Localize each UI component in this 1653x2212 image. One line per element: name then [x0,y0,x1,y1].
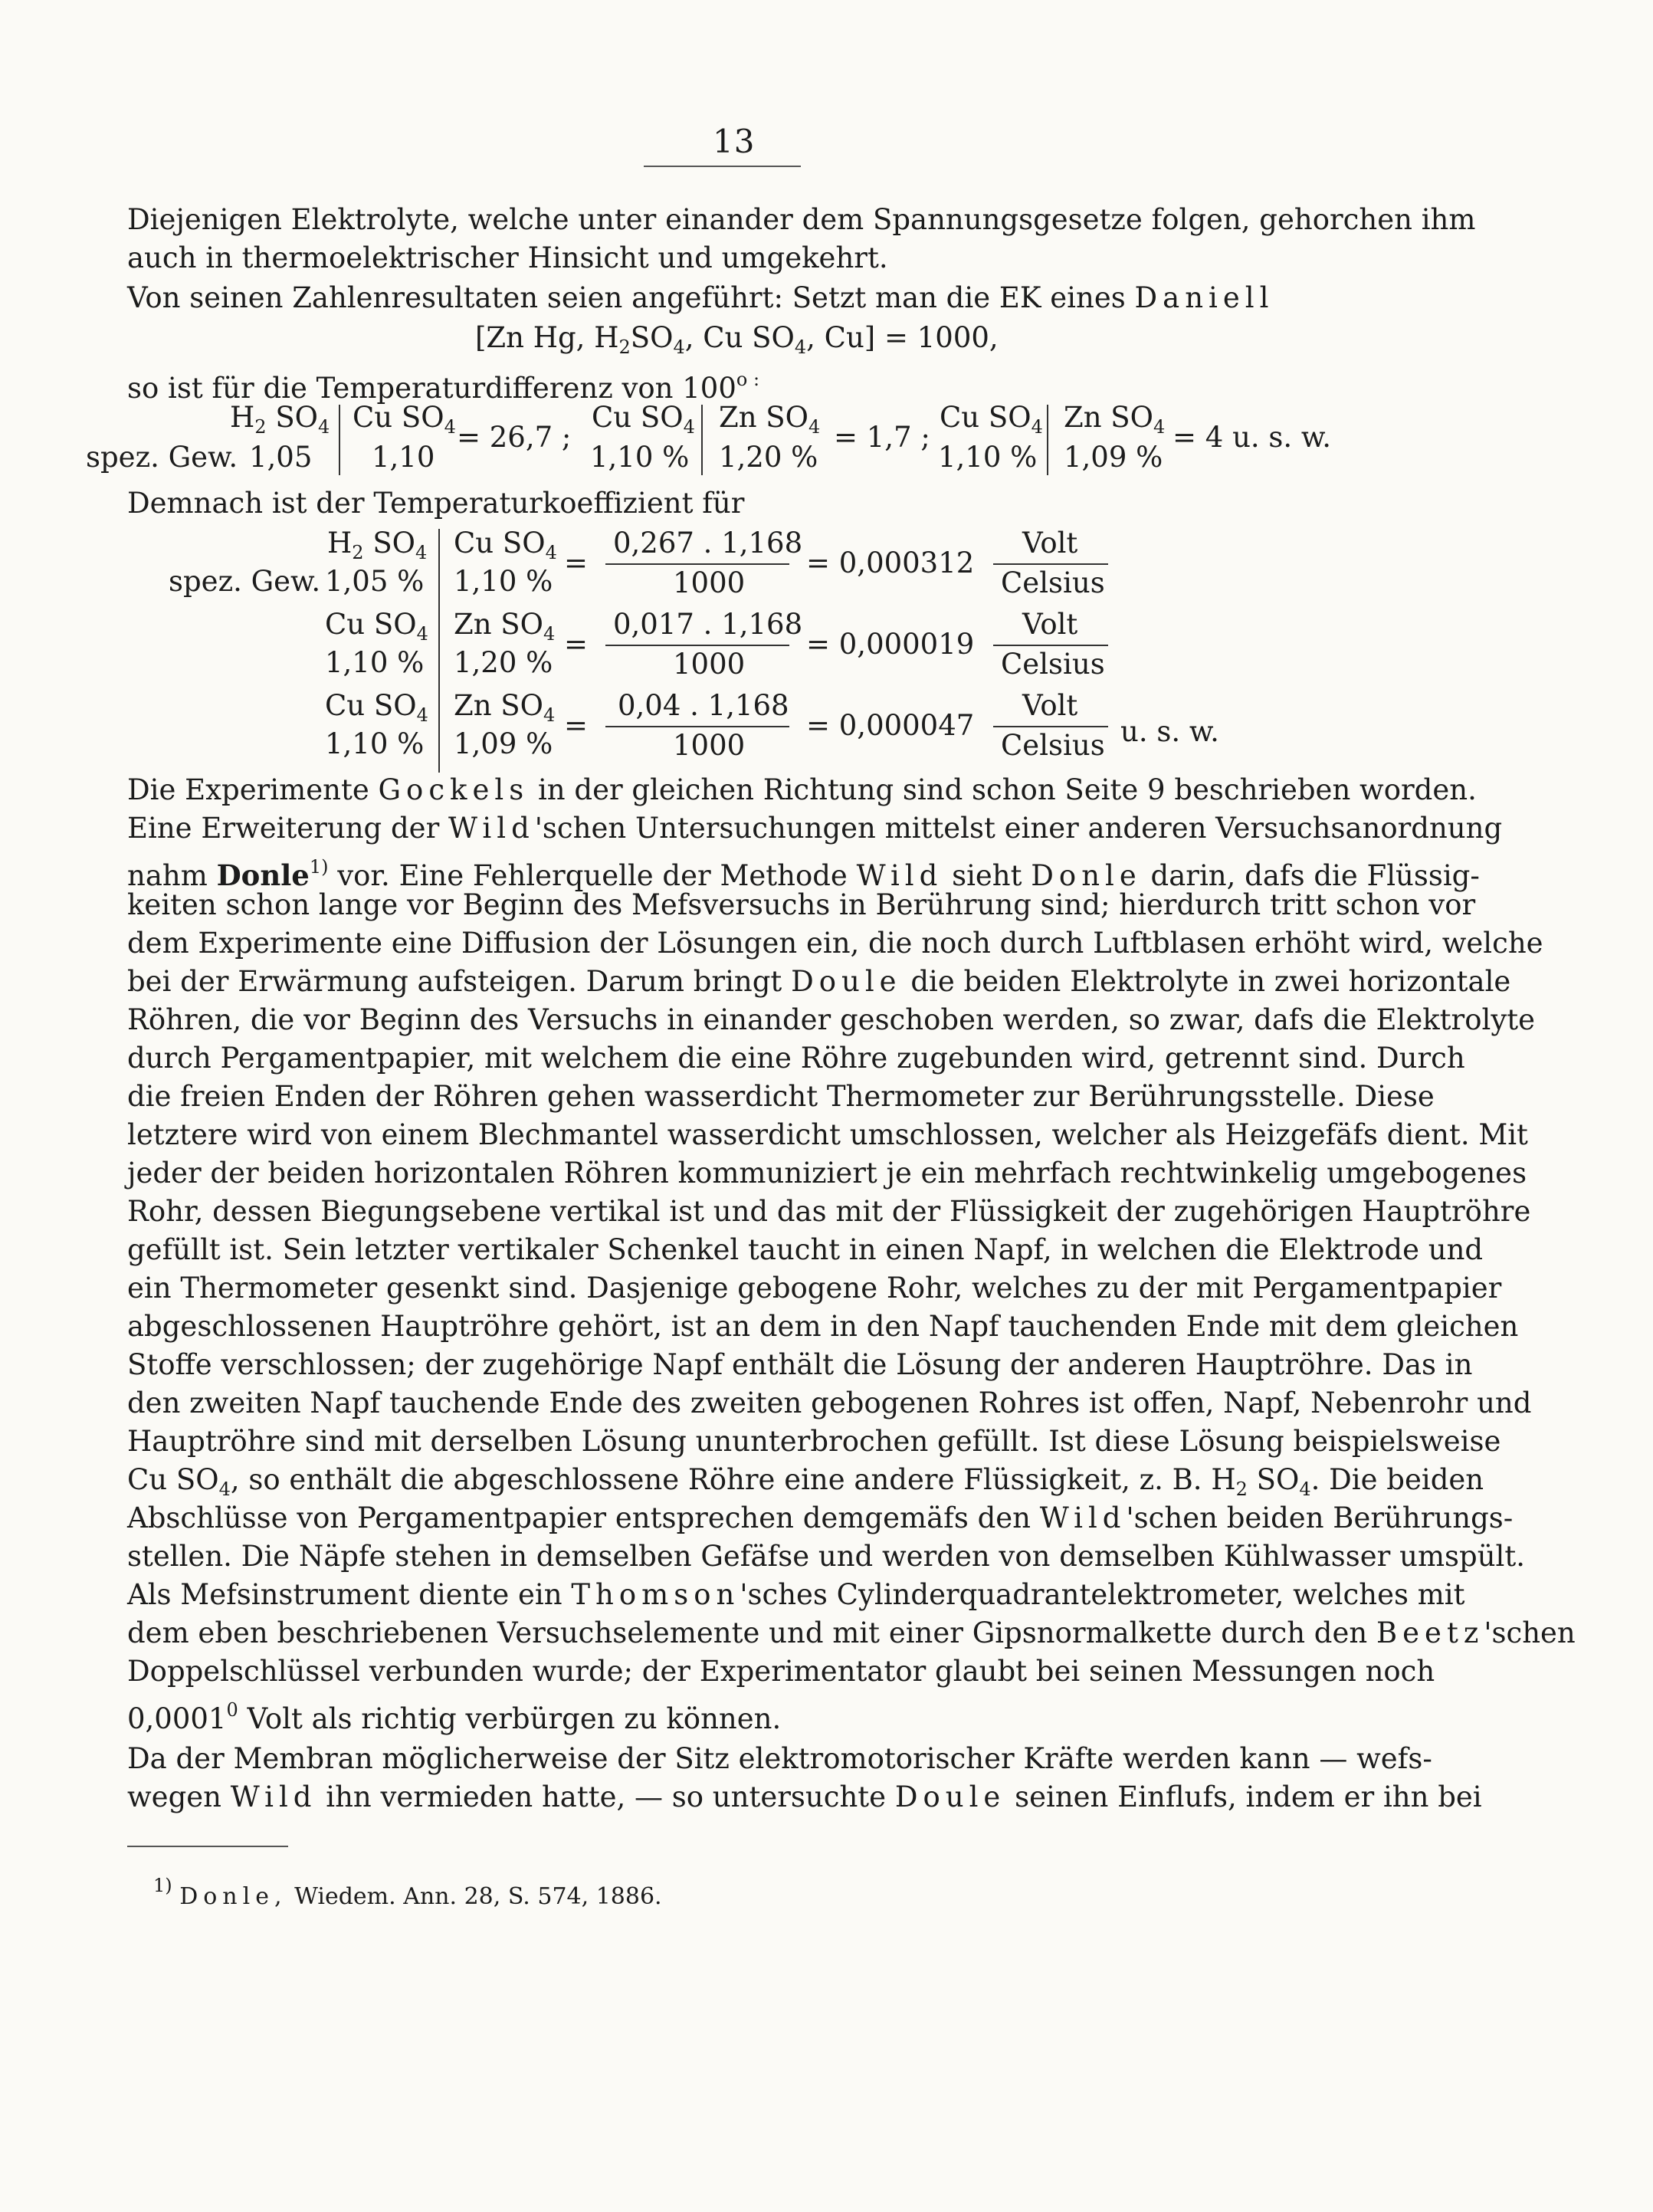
t2-r3-eq: = [564,709,589,742]
text-line: wegen Wild ihn vermieden hatte, — so untersuchte Doule seinen Einflufs, indem er ihn bei [127,1780,1482,1813]
text-line: so ist für die Temperaturdifferenz von $100^{o :}$ [127,369,760,405]
t1-spez: spez. Gew. [86,441,238,474]
t2-r3-fraction-bar [605,726,789,727]
text-line: abgeschlossenen Hauptröhre gehört, ist an dem in den Napf tauchenden Ende mit dem gleichen [127,1310,1519,1343]
t1-105: 1,05 [249,441,313,474]
text-line: Da der Membran möglicherweise der Sitz elektromotorischer Kräfte werden kann — wefs- [127,1742,1432,1775]
t2-r2-fraction-bar [605,645,789,646]
t2-r1-eq: = [564,546,589,579]
t2-r3-den: 1000 [673,729,746,762]
formula-daniell: [Zn Hg, $H_2SO_4$, Cu $SO_4$, Cu] = 1000, [475,321,999,358]
text-line: Die Experimente Gockels in der gleichen Richtung sind schon Seite 9 beschrieben worden. [127,773,1477,806]
t2-r1-celsius: Celsius [1001,566,1105,599]
page-number: 13 [713,123,756,160]
t2-r1-den: 1000 [673,566,746,599]
t1-divider [1047,405,1048,475]
text-line: Als Mefsinstrument diente ein Thomson'sches Cylinderquadrantelektrometer, welches mit [127,1578,1465,1611]
t1-110p: 1,10 % [590,441,690,474]
text-line: dem eben beschriebenen Versuchselemente und mit einer Gipsnormalkette durch den Beetz'schen [127,1616,1576,1649]
t2-r3-mid-bot: 1,09 % [454,727,553,760]
t2-r1-num: 0,267 . 1,168 [613,527,803,560]
t2-divider [438,529,440,773]
t2-r2-result: = 0,000019 [806,628,975,661]
t2-r2-eq: = [564,628,589,661]
t2-spez: spez. Gew. [169,565,321,598]
footnote-rule [127,1846,288,1847]
text-line: ein Thermometer gesenkt sind. Dasjenige gebogene Rohr, welches zu der mit Pergamentpapier [127,1272,1502,1305]
t2-r1-unit-bar [993,563,1108,565]
text-line: durch Pergamentpapier, mit welchem die eine Röhre zugebunden wird, getrennt sind. Durch [127,1042,1465,1075]
t2-r2-celsius: Celsius [1001,648,1105,681]
t1-result-2: = 1,7 ; [834,421,930,454]
t2-r1-left-bot: 1,05 % [325,565,425,598]
t2-r3-celsius: Celsius [1001,729,1105,762]
text-line: Diejenigen Elektrolyte, welche unter einander dem Spannungsgesetze folgen, gehorchen ihm [127,203,1476,236]
t2-r3-left-top: Cu $SO_4$ [325,689,428,726]
t1-znso4-b: Zn $SO_4$ [1064,401,1166,438]
text-line: jeder der beiden horizontalen Röhren kommuniziert je ein mehrfach rechtwinkelig umgebogenes [127,1157,1527,1190]
t2-r1-fraction-bar [605,563,789,565]
text-line: Röhren, die vor Beginn des Versuchs in einander geschoben werden, so zwar, dafs die Elektrolyte [127,1003,1535,1036]
t1-result-1: = 26,7 ; [457,421,572,454]
t2-r3-volt: Volt [1022,689,1078,722]
text-line: Stoffe verschlossen; der zugehörige Napf enthält die Lösung der anderen Hauptröhre. Das in [127,1348,1473,1381]
t2-usw: u. s. w. [1120,715,1219,748]
text-line: die freien Enden der Röhren gehen wasserdicht Thermometer zur Berührungsstelle. Diese [127,1080,1435,1113]
text-line: Cu $SO_4$, so enthält die abgeschlossene Röhre eine andere Flüssigkeit, z. B. $H_2$ $SO_4$. Die beiden [127,1463,1484,1500]
text-line: keiten schon lange vor Beginn des Mefsversuchs in Berührung sind; hierdurch tritt schon vor [127,888,1476,921]
t2-r2-mid-bot: 1,20 % [454,646,553,679]
t2-r1-result: = 0,000312 [806,546,975,579]
text-line: Eine Erweiterung der Wild'schen Untersuchungen mittelst einer anderen Versuchsanordnung [127,812,1503,845]
footnote: $^{1)}$ Donle, Wiedem. Ann. 28, S. 574, 1886. [153,1875,662,1910]
t2-r1-mid-bot: 1,10 % [454,565,553,598]
t2-r1-volt: Volt [1022,527,1078,560]
t2-r2-unit-bar [993,645,1108,646]
t1-110p-b: 1,10 % [938,441,1038,474]
t1-znso4: Zn $SO_4$ [719,401,821,438]
page-number-rule [644,166,801,167]
text-line: 0,0001$^0$ Volt als richtig verbürgen zu können. [127,1699,782,1735]
t2-r3-result: = 0,000047 [806,709,975,742]
t1-cuso4: Cu $SO_4$ [353,401,456,438]
text-line: Rohr, dessen Biegungsebene vertikal ist und das mit der Flüssigkeit der zugehörigen Hauptröhre [127,1195,1531,1228]
t1-divider [339,405,340,475]
t1-h2so4: $H_2$ $SO_4$ [230,401,330,438]
t2-r3-mid-top: Zn $SO_4$ [454,689,556,726]
t2-r2-mid-top: Zn $SO_4$ [454,608,556,645]
t1-cuso4-b: Cu $SO_4$ [592,401,695,438]
text-line: auch in thermoelektrischer Hinsicht und umgekehrt. [127,241,888,274]
text-line: letztere wird von einem Blechmantel wasserdicht umschlossen, welcher als Heizgefäfs dient. Mit [127,1118,1528,1151]
t1-divider [701,405,703,475]
t2-r2-left-bot: 1,10 % [325,646,425,679]
t2-r1-mid-top: Cu $SO_4$ [454,527,557,563]
text-line: Von seinen Zahlenresultaten seien angeführt: Setzt man die EK eines Daniell [127,281,1274,314]
t2-r2-num: 0,017 . 1,168 [613,608,803,641]
text-line: Hauptröhre sind mit derselben Lösung ununterbrochen gefüllt. Ist diese Lösung beispielsweise [127,1425,1501,1458]
t1-result-3: = 4 u. s. w. [1173,421,1331,454]
t2-r1-left-top: $H_2$ $SO_4$ [327,527,428,563]
text-line: bei der Erwärmung aufsteigen. Darum bringt Doule die beiden Elektrolyte in zwei horizontale [127,965,1511,998]
text-line: nahm Donle$^{1)}$ vor. Eine Fehlerquelle der Methode Wild sieht Donle darin, dafs die Flüssig- [127,856,1480,892]
t2-r3-unit-bar [993,726,1108,727]
t2-r2-left-top: Cu $SO_4$ [325,608,428,645]
text-line: gefüllt ist. Sein letzter vertikaler Schenkel taucht in einen Napf, in welchen die Elektrode und [127,1233,1484,1266]
text-line: Abschlüsse von Pergamentpapier entsprechen demgemäfs den Wild'schen beiden Berührungs- [127,1501,1514,1534]
t2-r3-num: 0,04 . 1,168 [618,689,789,722]
t1-110: 1,10 [372,441,435,474]
text-line: dem Experimente eine Diffusion der Lösungen ein, die noch durch Luftblasen erhöht wird, welche [127,927,1543,960]
t1-120p: 1,20 % [719,441,818,474]
text-line: Demnach ist der Temperaturkoeffizient für [127,487,745,520]
t1-cuso4-c: Cu $SO_4$ [940,401,1043,438]
text-line: stellen. Die Näpfe stehen in demselben Gefäfse und werden von demselben Kühlwasser umspült. [127,1540,1526,1573]
t2-r3-left-bot: 1,10 % [325,727,425,760]
t2-r2-den: 1000 [673,648,746,681]
text-line: Doppelschlüssel verbunden wurde; der Experimentator glaubt bei seinen Messungen noch [127,1655,1435,1688]
t2-r2-volt: Volt [1022,608,1078,641]
t1-109p: 1,09 % [1064,441,1163,474]
text-line: den zweiten Napf tauchende Ende des zweiten gebogenen Rohres ist offen, Napf, Nebenrohr und [127,1387,1532,1419]
